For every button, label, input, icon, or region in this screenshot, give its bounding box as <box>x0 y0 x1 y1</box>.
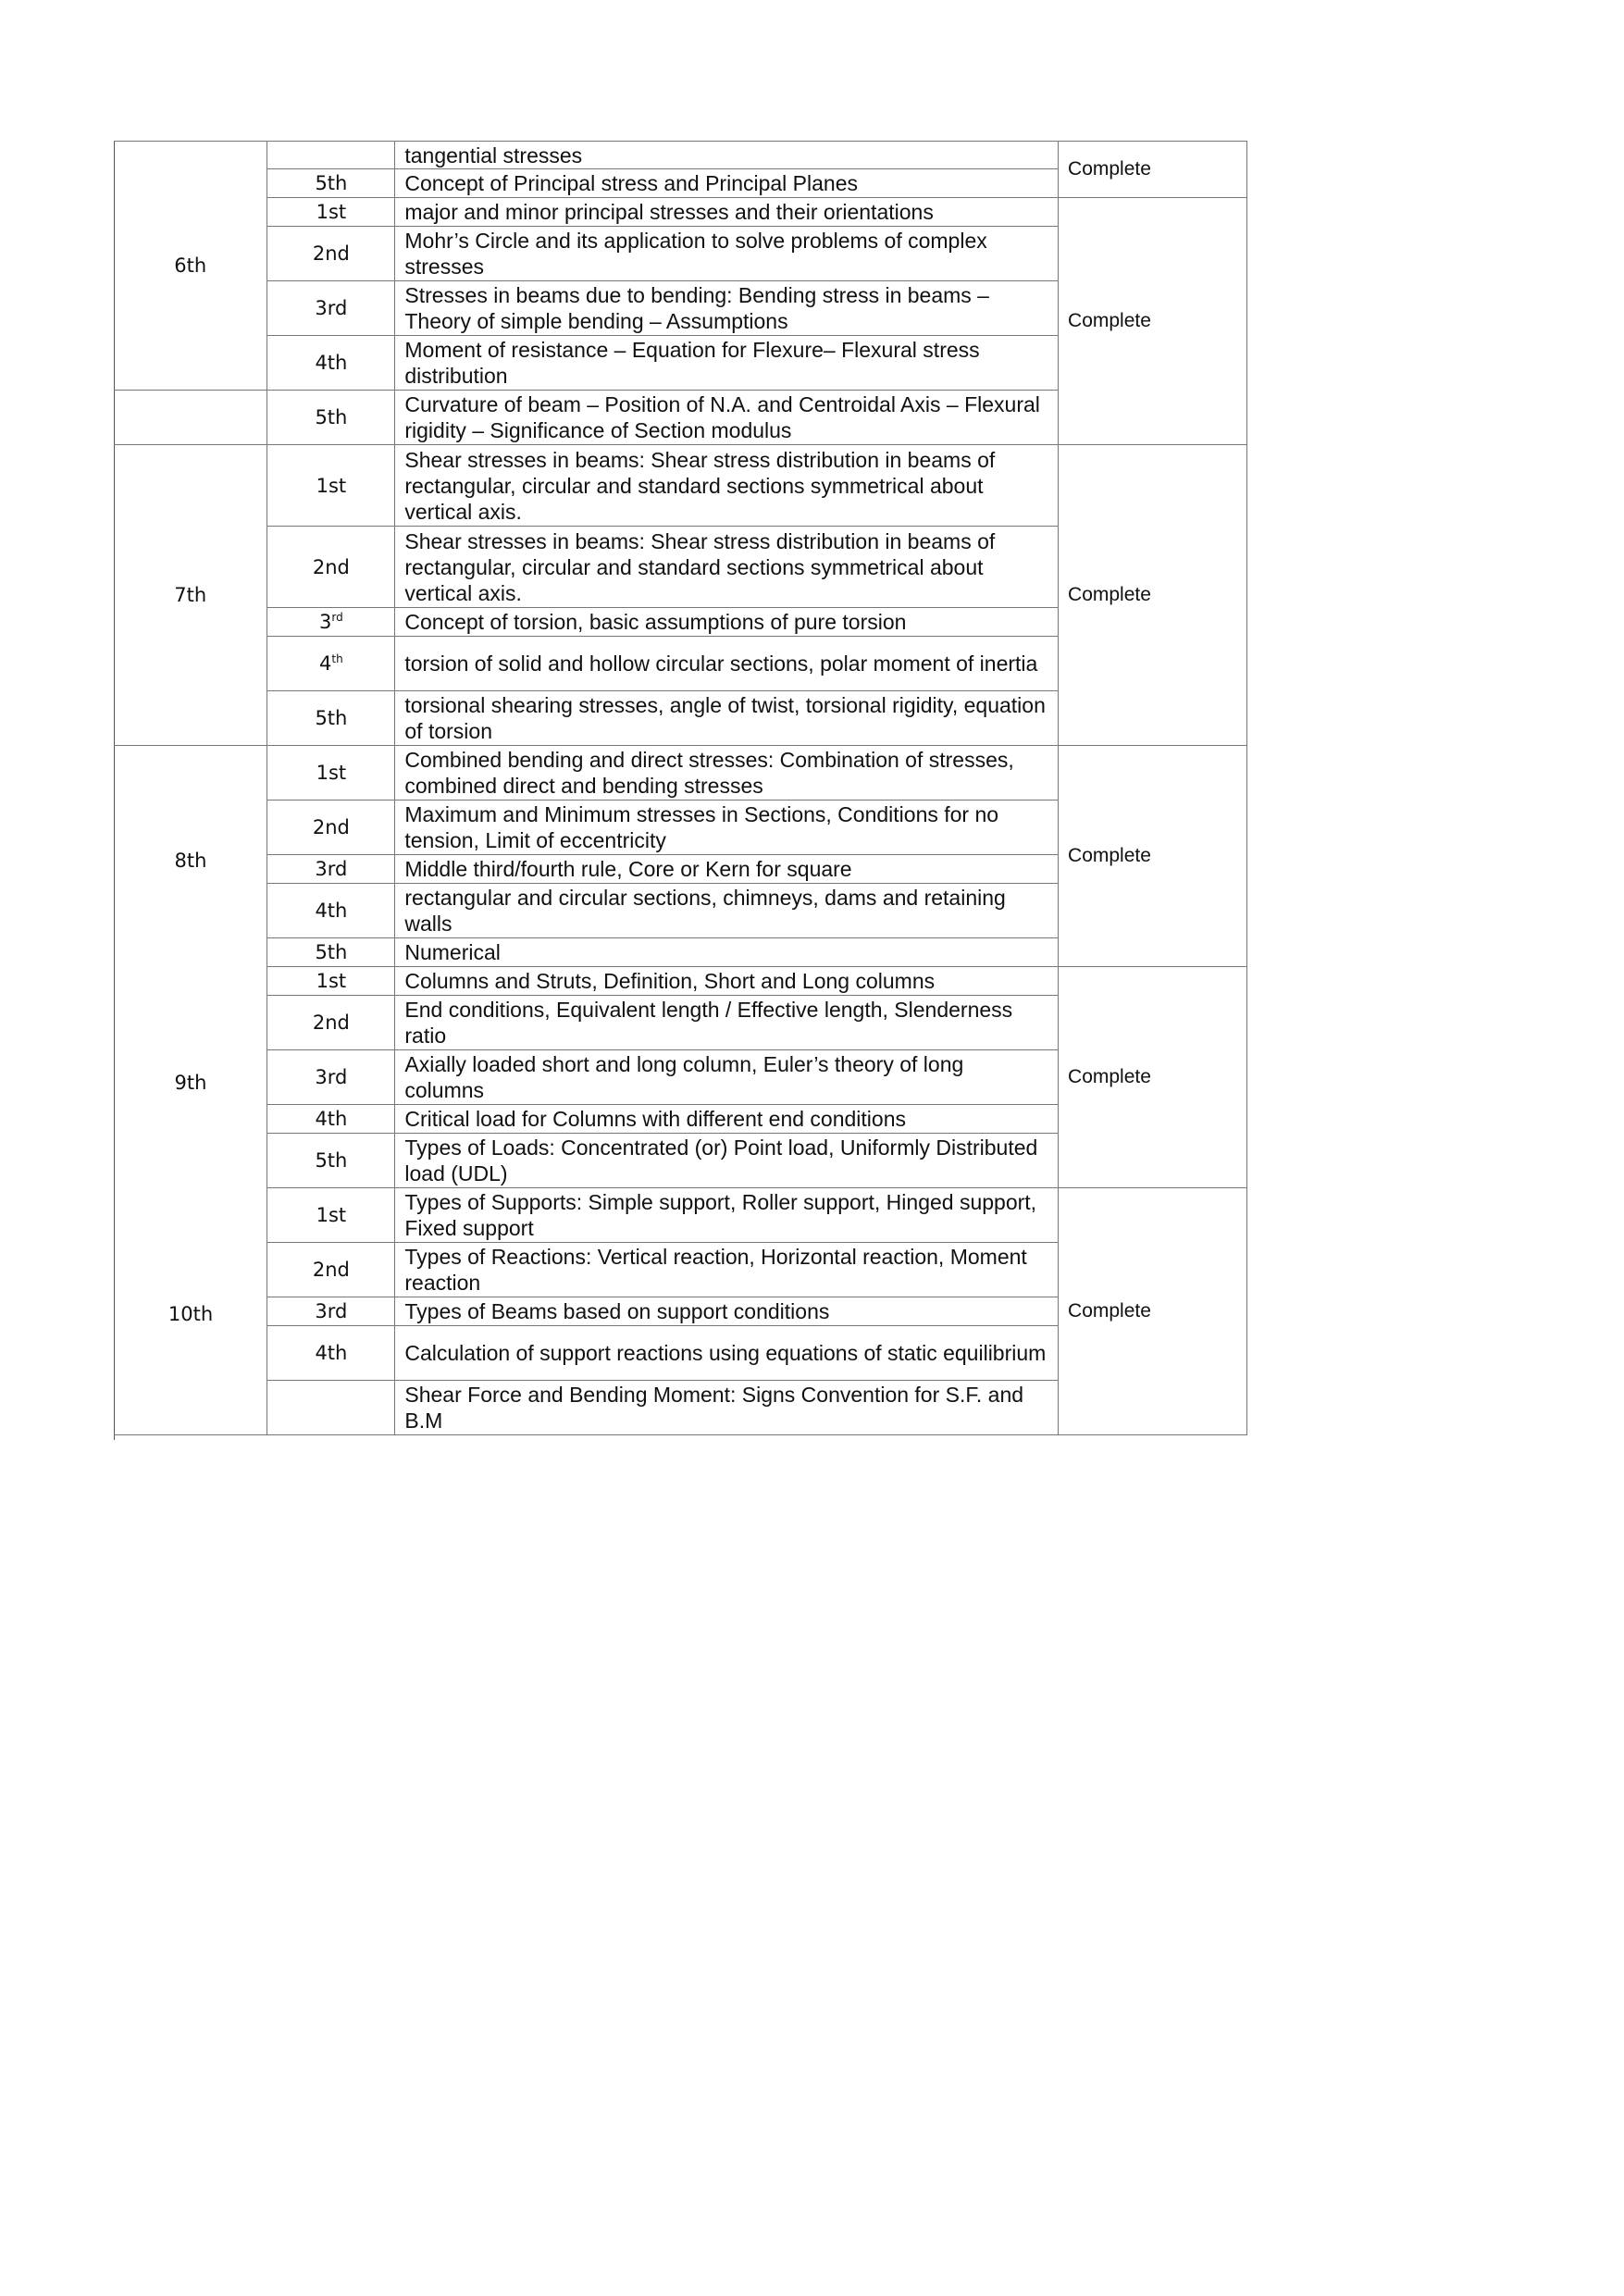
day-number: 4 <box>319 652 332 675</box>
topic-cell: Concept of Principal stress and Principal Planes <box>395 169 1059 198</box>
day-cell: 2nd <box>267 1243 395 1297</box>
topic-cell: Types of Loads: Concentrated (or) Point load, Uniformly Distributed load (UDL) <box>395 1134 1059 1188</box>
day-cell: 2nd <box>267 527 395 608</box>
day-cell: 1st <box>267 445 395 527</box>
topic-cell: Types of Supports: Simple support, Roller support, Hinged support, Fixed support <box>395 1188 1059 1243</box>
topic-cell: Maximum and Minimum stresses in Sections, Conditions for no tension, Limit of eccentricity <box>395 800 1059 855</box>
day-cell: 1st <box>267 746 395 800</box>
week-cell <box>114 391 267 445</box>
topic-cell: Axially loaded short and long column, Euler’s theory of long columns <box>395 1050 1059 1105</box>
status-cell: Complete <box>1059 746 1247 967</box>
day-cell: 5th <box>267 1134 395 1188</box>
topic-cell: Shear Force and Bending Moment: Signs Convention for S.F. and B.M <box>395 1381 1059 1435</box>
topic-cell: major and minor principal stresses and their orientations <box>395 198 1059 227</box>
topic-cell: Concept of torsion, basic assumptions of pure torsion <box>395 608 1059 637</box>
topic-cell: Mohr’s Circle and its application to solve problems of complex stresses <box>395 227 1059 281</box>
table-row <box>114 1188 1247 1243</box>
day-cell <box>267 142 395 169</box>
table-row <box>114 445 1247 527</box>
day-cell: 4th <box>267 1326 395 1381</box>
topic-cell: End conditions, Equivalent length / Effective length, Slenderness ratio <box>395 996 1059 1050</box>
status-cell: Complete <box>1059 1188 1247 1435</box>
day-cell: 5th <box>267 169 395 198</box>
day-cell: 1st <box>267 1188 395 1243</box>
status-cell: Complete <box>1059 445 1247 746</box>
day-cell: 4th <box>267 336 395 391</box>
week-cell: 6th <box>114 142 267 391</box>
table-row <box>114 198 1247 227</box>
topic-cell: Middle third/fourth rule, Core or Kern for square <box>395 855 1059 884</box>
day-cell: 5th <box>267 938 395 967</box>
day-cell: 5th <box>267 691 395 746</box>
day-cell: 4th <box>267 1105 395 1134</box>
day-cell: 1st <box>267 967 395 996</box>
topic-cell: Shear stresses in beams: Shear stress distribution in beams of rectangular, circular and standard sections symmetrical about vertical axis. <box>395 527 1059 608</box>
day-cell: 2nd <box>267 800 395 855</box>
day-cell: 3rd <box>267 855 395 884</box>
topic-cell: Critical load for Columns with different end conditions <box>395 1105 1059 1134</box>
day-cell: 2nd <box>267 227 395 281</box>
topic-cell: torsion of solid and hollow circular sections, polar moment of inertia <box>395 637 1059 691</box>
day-cell: 2nd <box>267 996 395 1050</box>
day-ordinal-suffix: th <box>331 652 343 665</box>
topic-cell: Types of Beams based on support conditions <box>395 1297 1059 1326</box>
table-row <box>114 967 1247 996</box>
topic-cell: Moment of resistance – Equation for Flexure– Flexural stress distribution <box>395 336 1059 391</box>
topic-cell: tangential stresses <box>395 142 1059 169</box>
day-cell <box>267 637 395 691</box>
day-cell: 5th <box>267 391 395 445</box>
topic-cell: rectangular and circular sections, chimneys, dams and retaining walls <box>395 884 1059 938</box>
topic-cell: Curvature of beam – Position of N.A. and Centroidal Axis – Flexural rigidity – Significance of Section modulus <box>395 391 1059 445</box>
topic-cell: Numerical <box>395 938 1059 967</box>
day-cell: 3rd <box>267 1297 395 1326</box>
topic-cell: Combined bending and direct stresses: Combination of stresses, combined direct and bending stresses <box>395 746 1059 800</box>
day-cell: 3rd <box>267 281 395 336</box>
topic-cell: torsional shearing stresses, angle of twist, torsional rigidity, equation of torsion <box>395 691 1059 746</box>
week-label-10th: 10th <box>167 1303 214 1325</box>
day-cell: 4th <box>267 884 395 938</box>
day-cell <box>267 608 395 637</box>
topic-cell: Calculation of support reactions using equations of static equilibrium <box>395 1326 1059 1381</box>
week-label-9th: 9th <box>174 1072 207 1094</box>
status-cell: Complete <box>1059 967 1247 1188</box>
week-cell: 7th <box>114 445 267 746</box>
topic-cell: Shear stresses in beams: Shear stress distribution in beams of rectangular, circular and standard sections symmetrical about vertical axis. <box>395 445 1059 527</box>
day-cell: 1st <box>267 198 395 227</box>
day-cell: 3rd <box>267 1050 395 1105</box>
status-cell: Complete <box>1059 198 1247 445</box>
table-row <box>114 746 1247 800</box>
day-cell <box>267 1381 395 1435</box>
day-number: 3 <box>319 611 332 633</box>
topic-cell: Types of Reactions: Vertical reaction, Horizontal reaction, Moment reaction <box>395 1243 1059 1297</box>
week-label-8th: 8th <box>174 850 207 872</box>
table-row <box>114 142 1247 169</box>
topic-cell: Stresses in beams due to bending: Bending stress in beams – Theory of simple bending – Assumptions <box>395 281 1059 336</box>
status-cell: Complete <box>1059 142 1247 198</box>
lesson-plan-table <box>114 141 1247 1435</box>
day-ordinal-suffix: rd <box>331 611 343 624</box>
topic-cell: Columns and Struts, Definition, Short and Long columns <box>395 967 1059 996</box>
